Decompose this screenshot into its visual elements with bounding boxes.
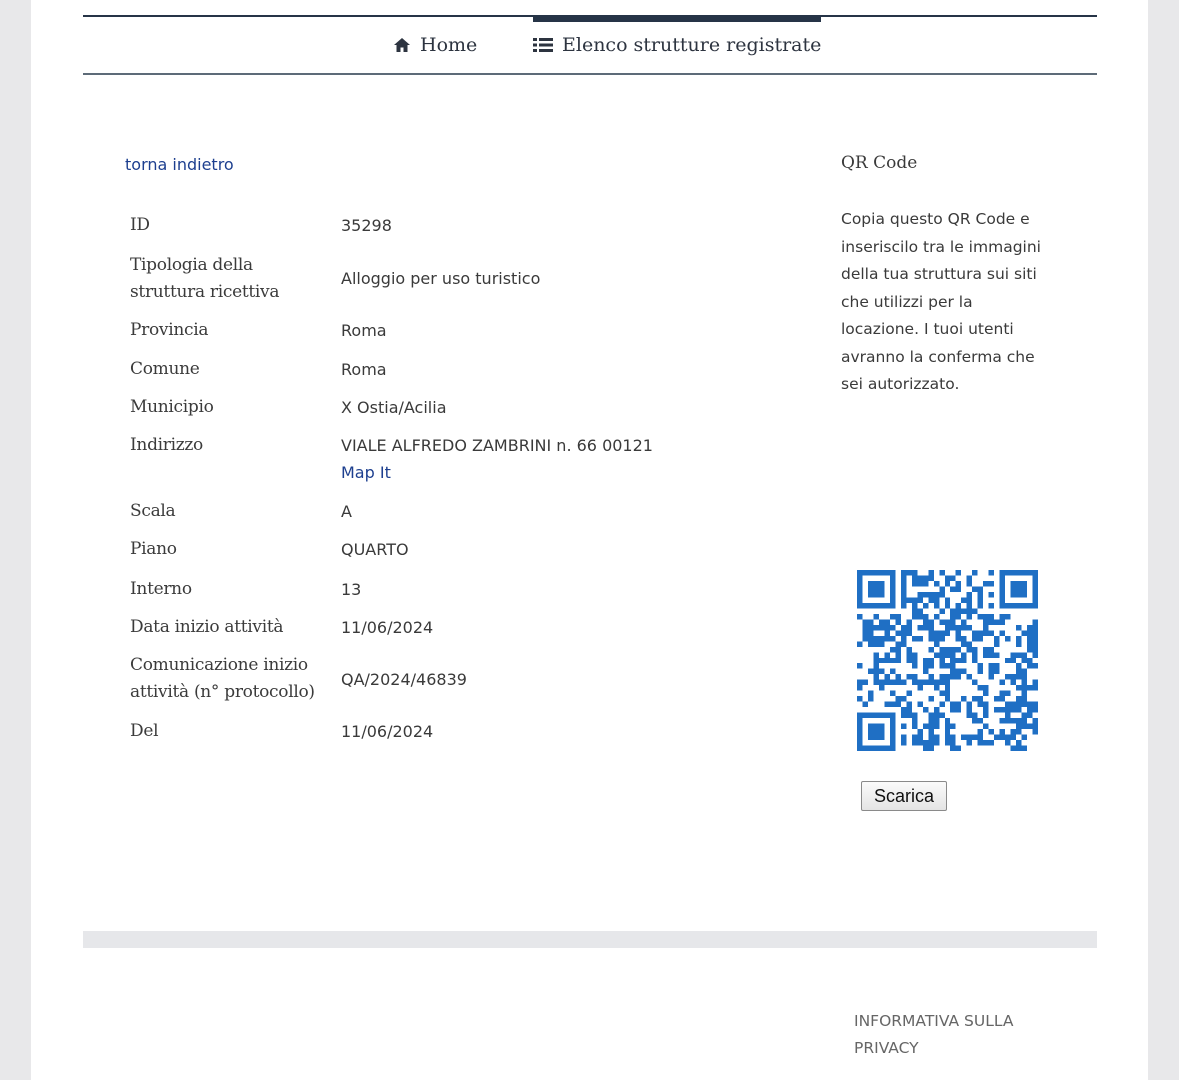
detail-label: Provincia bbox=[130, 320, 209, 340]
page bbox=[31, 0, 1148, 1080]
home-icon bbox=[393, 37, 411, 53]
detail-value bbox=[341, 432, 653, 486]
detail-value: QUARTO bbox=[341, 540, 409, 559]
qr-code-image bbox=[857, 570, 1038, 751]
nav-elenco-strutture[interactable] bbox=[533, 17, 821, 73]
qr-code-title: QR Code bbox=[841, 153, 918, 173]
detail-label: Municipio bbox=[130, 397, 214, 417]
detail-label: Comunicazione inizio attività (n° protocollo) bbox=[130, 655, 315, 702]
privacy-policy-link[interactable]: INFORMATIVA SULLA PRIVACY bbox=[854, 1012, 1014, 1057]
detail-value: Roma bbox=[341, 321, 387, 340]
detail-label: Piano bbox=[130, 539, 177, 559]
detail-label: Tipologia della struttura ricettiva bbox=[130, 255, 280, 302]
download-qr-button[interactable]: Scarica bbox=[861, 781, 947, 811]
detail-value: X Ostia/Acilia bbox=[341, 398, 447, 417]
detail-value: Roma bbox=[341, 360, 387, 379]
qr-code-description: Copia questo QR Code e inseriscilo tra le immagini della tua struttura sui siti che utilizzi per la locazione. I tuoi utenti avranno la conferma che sei autorizzato. bbox=[841, 210, 1041, 393]
detail-value: 11/06/2024 bbox=[341, 722, 434, 741]
detail-label: Scala bbox=[130, 501, 176, 521]
detail-value: 11/06/2024 bbox=[341, 618, 434, 637]
nav-home-label: Home bbox=[420, 34, 478, 56]
detail-label: Interno bbox=[130, 579, 192, 599]
nav-home[interactable] bbox=[393, 17, 477, 73]
detail-value: 13 bbox=[341, 580, 362, 599]
detail-label: Indirizzo bbox=[130, 435, 203, 455]
main-nav bbox=[83, 15, 1097, 75]
detail-value: A bbox=[341, 502, 352, 521]
detail-label: Del bbox=[130, 721, 159, 741]
list-icon bbox=[533, 37, 553, 53]
detail-label: Data inizio attività bbox=[130, 617, 284, 637]
detail-value: Alloggio per uso turistico bbox=[341, 269, 541, 288]
detail-value: QA/2024/46839 bbox=[341, 670, 467, 689]
map-it-link[interactable]: Map It bbox=[341, 463, 391, 482]
detail-label: Comune bbox=[130, 359, 200, 379]
detail-label: ID bbox=[130, 215, 150, 235]
footer-divider bbox=[83, 931, 1097, 948]
address-text: VIALE ALFREDO ZAMBRINI n. 66 00121 bbox=[341, 436, 653, 455]
nav-elenco-label: Elenco strutture registrate bbox=[562, 34, 822, 56]
detail-value: 35298 bbox=[341, 216, 392, 235]
back-link[interactable]: torna indietro bbox=[125, 155, 234, 174]
